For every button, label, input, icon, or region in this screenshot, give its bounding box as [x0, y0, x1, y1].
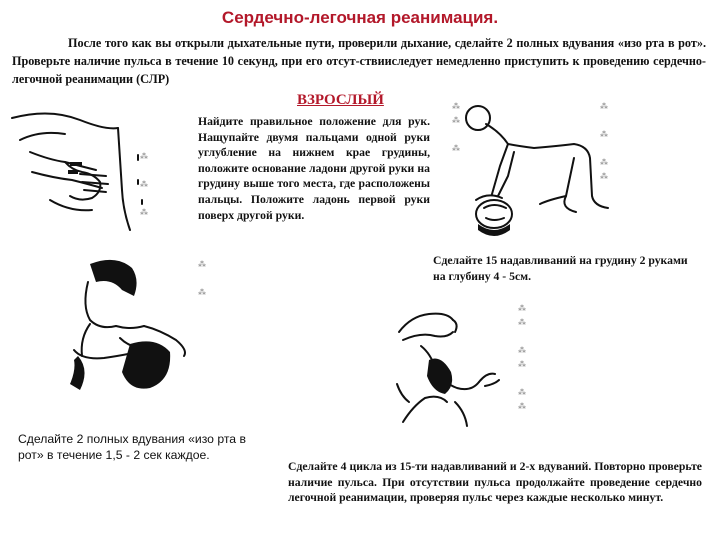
step-rescue-breaths-text: Сделайте 2 полных вдувания «изо рта в рот» в течение 1,5 - 2 сек каждое. — [18, 432, 246, 462]
step-cycles-text: Сделайте 4 цикла из 15-ти надавливаний и 2-х вдуваний. Повторно проверьте наличие пульса. При отсутствии пульса продолжайте проведение сердечно легочной реанимации, проверяя пульс через каждые несколько минут. — [288, 460, 702, 505]
decorative-dots: ⁂ ⁂ ⁂ ⁂ — [600, 102, 608, 181]
decorative-dots: ⁂ ⁂ — [198, 260, 206, 297]
step-compressions-text: Сделайте 15 надавливаний на грудину 2 руками на глубину 4 - 5см. — [433, 254, 688, 283]
section-heading-adult: ВЗРОСЛЫЙ — [297, 92, 384, 108]
chest-compression-illustration — [448, 96, 618, 246]
page-title: Сердечно-легочная реанимация. — [221, 8, 499, 27]
rescue-breath-illustration — [60, 260, 200, 410]
step-hand-position-text: Найдите правильное положение для рук. Нащупайте двумя пальцами одной руки углубление на нижнем крае грудины, положите основание ладони другой руки на грудину выше того места, где расположены пальцы. Положите ладонь первой руки поверх другой руки. — [198, 115, 430, 222]
pulse-check-illustration — [395, 302, 515, 427]
decorative-dots: ⁂ ⁂ ⁂ — [452, 102, 460, 153]
decorative-dots: ⁂ ⁂ ⁂ ⁂ ⁂ ⁂ — [518, 304, 526, 411]
hand-position-illustration — [10, 100, 190, 240]
intro-paragraph: После того как вы открыли дыхательные пути, проверили дыхание, сделайте 2 полных вдувания «изо рта в рот». Проверьте наличие пульса в течение 10 секунд, при его отсут-ствииследует немедленно приступить к проведению сердечно-легочной реанимации (СЛР) — [12, 36, 706, 86]
decorative-dots: ⁂ ⁂ ⁂ — [140, 152, 148, 217]
